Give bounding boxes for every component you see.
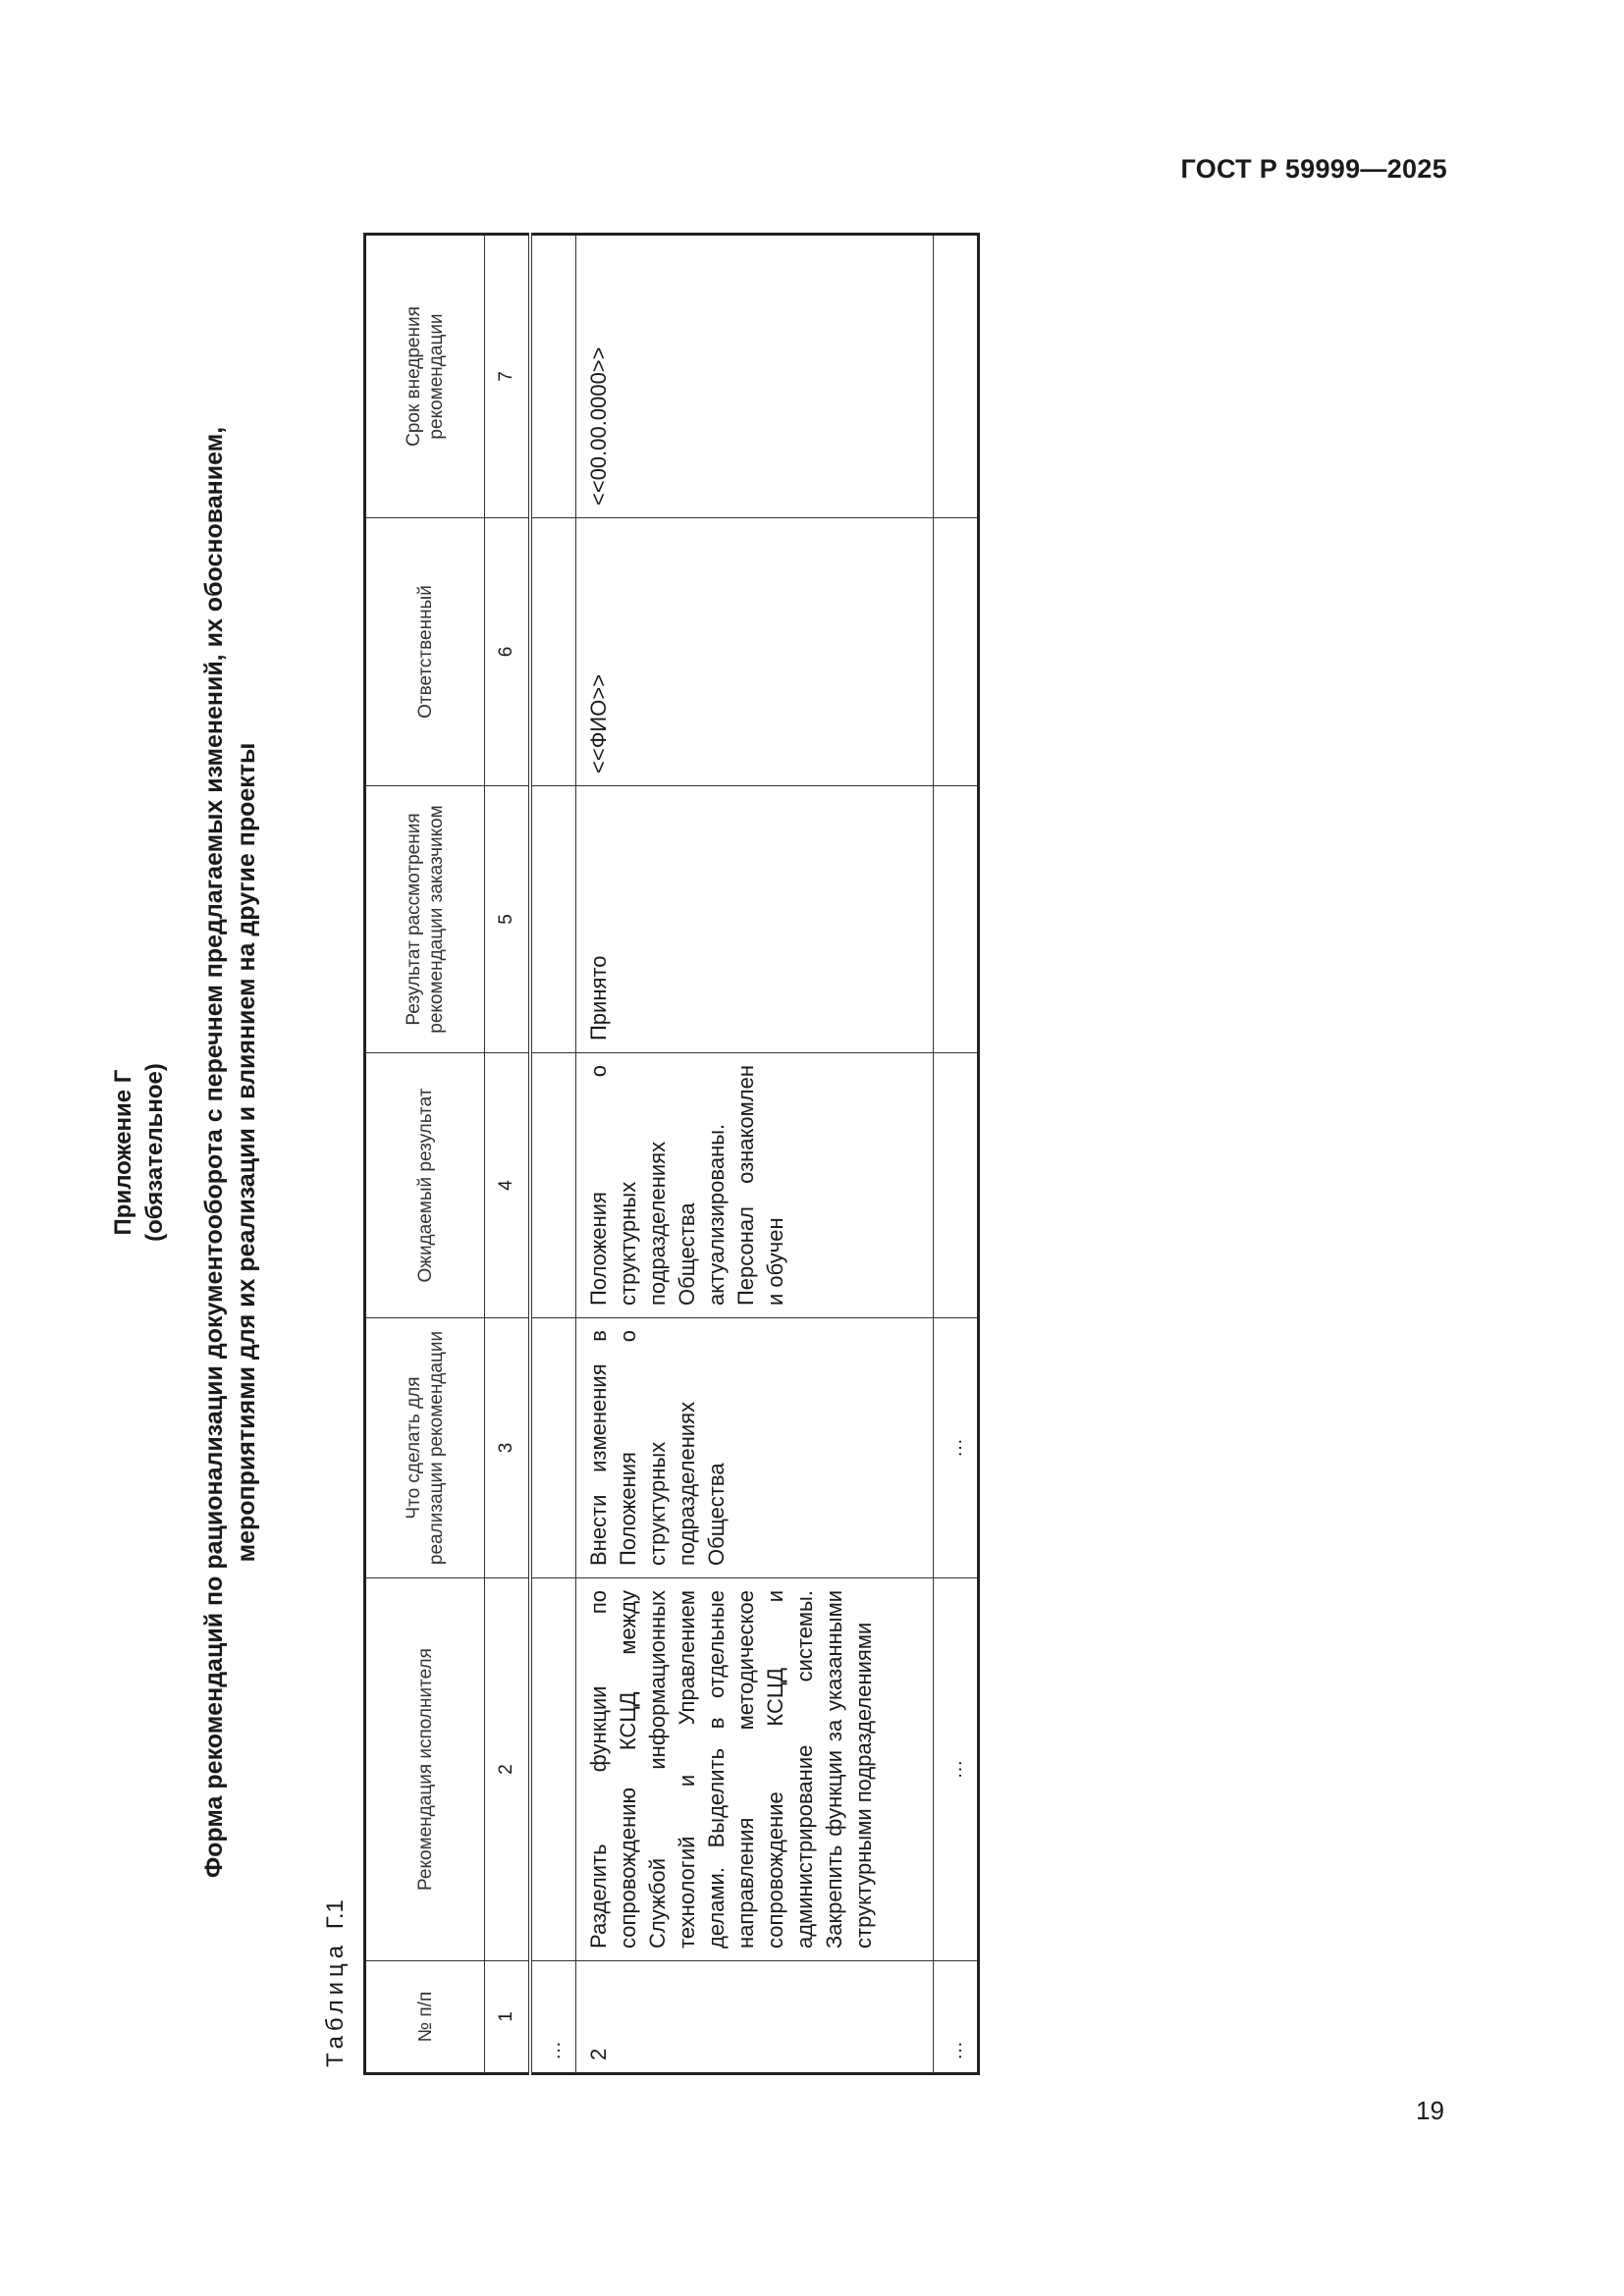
column-number-row [485, 235, 531, 2074]
table-cell: Принято [576, 786, 934, 1053]
form-title-line-2: мероприятиями для их реализации и влиянием на другие проекты [233, 742, 260, 1563]
recommendations-table [363, 233, 980, 2075]
table-row [530, 235, 576, 2074]
table-cell: … [934, 1318, 979, 1578]
table-cell [530, 518, 576, 786]
table-cell [530, 1053, 576, 1318]
table-cell [530, 1578, 576, 1961]
table-cell [530, 786, 576, 1053]
form-title-line-1: Форма рекомендаций по рационализации документооборота с перечнем предлагаемых изменений, их обоснованием, [200, 426, 228, 1879]
table-cell: Положения о структурных подразделениях Общества актуализированы. Персонал ознакомлен и обучен [576, 1053, 934, 1318]
table-caption-label: Таблица [322, 1940, 349, 2067]
table-cell [934, 518, 979, 786]
column-header: Что сделать для реализации рекомендации [365, 1318, 485, 1578]
appendix-title: Приложение Г [110, 1069, 136, 1236]
column-number: 3 [485, 1318, 531, 1578]
column-number: 5 [485, 786, 531, 1053]
column-header: № п/п [365, 1961, 485, 2074]
appendix-heading [108, 230, 171, 2075]
standard-designation: ГОСТ Р 59999—2025 [1180, 154, 1447, 184]
table-cell: 2 [576, 1961, 934, 2074]
form-title [198, 230, 263, 2075]
column-number: 4 [485, 1053, 531, 1318]
page-number: 19 [1416, 2096, 1444, 2125]
column-header: Ответственный [365, 518, 485, 786]
table-cell: … [530, 1961, 576, 2074]
table-cell: <<ФИО>> [576, 518, 934, 786]
column-number: 7 [485, 235, 531, 518]
header-row [365, 235, 485, 2074]
table-cell [530, 235, 576, 518]
table-cell [530, 1318, 576, 1578]
column-header: Срок внедрения рекомендации [365, 235, 485, 518]
table-cell [934, 786, 979, 1053]
table-row [934, 235, 979, 2074]
table-cell: … [934, 1961, 979, 2074]
table-cell [934, 1053, 979, 1318]
rotated-content [108, 210, 966, 2075]
table-cell [934, 235, 979, 518]
table-caption-number: Г.1 [322, 1899, 349, 1930]
column-header: Рекомендация исполнителя [365, 1578, 485, 1961]
table-cell: Разделить функции по сопровождению КСЦД между Службой информационных технологий и Управлением делами. Выделить в отдельные направления методическое сопровождение КСЦД и администрирование системы. Закрепить функции за указанными структурными подразделениями [576, 1578, 934, 1961]
appendix-status: (обязательное) [141, 1063, 168, 1242]
column-number: 1 [485, 1961, 531, 2074]
table-row [576, 235, 934, 2074]
column-header: Ожидаемый результат [365, 1053, 485, 1318]
column-header: Результат рассмотрения рекомендации заказчиком [365, 786, 485, 1053]
table-cell: Внести изменения в Положения о структурных подразделениях Общества [576, 1318, 934, 1578]
table-cell: <<00.00.0000>> [576, 235, 934, 518]
column-number: 2 [485, 1578, 531, 1961]
table-cell: … [934, 1578, 979, 1961]
column-number: 6 [485, 518, 531, 786]
table-caption [322, 1899, 350, 2067]
